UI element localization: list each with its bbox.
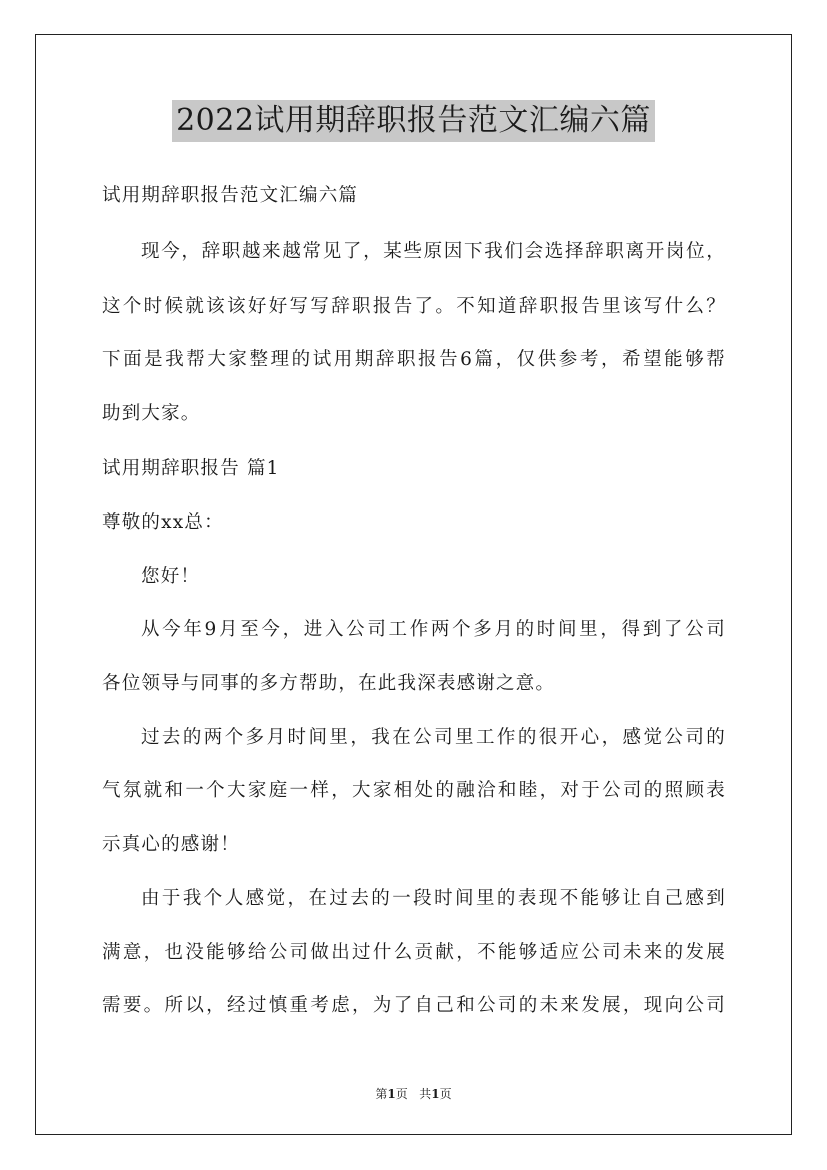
page-suffix: 页 — [395, 1087, 408, 1101]
paragraph-line: 由于我个人感觉，在过去的一段时间里的表现不能够让自己感到 — [141, 888, 726, 909]
paragraph-line: 气氛就和一个大家庭一样，大家相处的融洽和睦，对于公司的照顾表 — [102, 780, 726, 801]
paragraph-line: 需要。所以，经过慎重考虑，为了自己和公司的未来发展，现向公司 — [102, 995, 726, 1016]
total-suffix: 页 — [439, 1087, 452, 1101]
total-prefix: 共 — [419, 1087, 432, 1101]
total-pages: 1 — [431, 1087, 440, 1101]
page-number: 1 — [387, 1087, 396, 1101]
paragraph-line: 助到大家。 — [102, 403, 201, 424]
subtitle-line: 试用期辞职报告范文汇编六篇 — [102, 185, 359, 206]
paragraph-line: 各位领导与同事的多方帮助，在此我深表感谢之意。 — [102, 673, 556, 694]
greeting: 您好！ — [141, 566, 201, 587]
paragraph-line: 满意，也没能够给公司做出过什么贡献，不能够适应公司未来的发展 — [102, 942, 726, 963]
paragraph-line: 从今年9月至今，进入公司工作两个多月的时间里，得到了公司 — [141, 619, 726, 640]
paragraph-line: 现今，辞职越来越常见了，某些原因下我们会选择辞职离开岗位， — [141, 241, 726, 262]
page-prefix: 第 — [375, 1087, 388, 1101]
paragraph-line: 过去的两个多月时间里，我在公司里工作的很开心，感觉公司的 — [141, 727, 726, 748]
paragraph-line: 示真心的感谢！ — [102, 834, 240, 855]
page-footer — [0, 1085, 827, 1102]
salutation: 尊敬的xx总： — [102, 512, 224, 533]
section-heading: 试用期辞职报告 篇1 — [102, 458, 280, 479]
paragraph-line: 这个时候就该该好好写写辞职报告了。不知道辞职报告里该写什么？ — [102, 296, 726, 317]
paragraph-line: 下面是我帮大家整理的试用期辞职报告6篇，仅供参考，希望能够帮 — [102, 349, 726, 370]
document-title: 2022试用期辞职报告范文汇编六篇 — [172, 100, 655, 142]
title-container — [0, 100, 827, 142]
